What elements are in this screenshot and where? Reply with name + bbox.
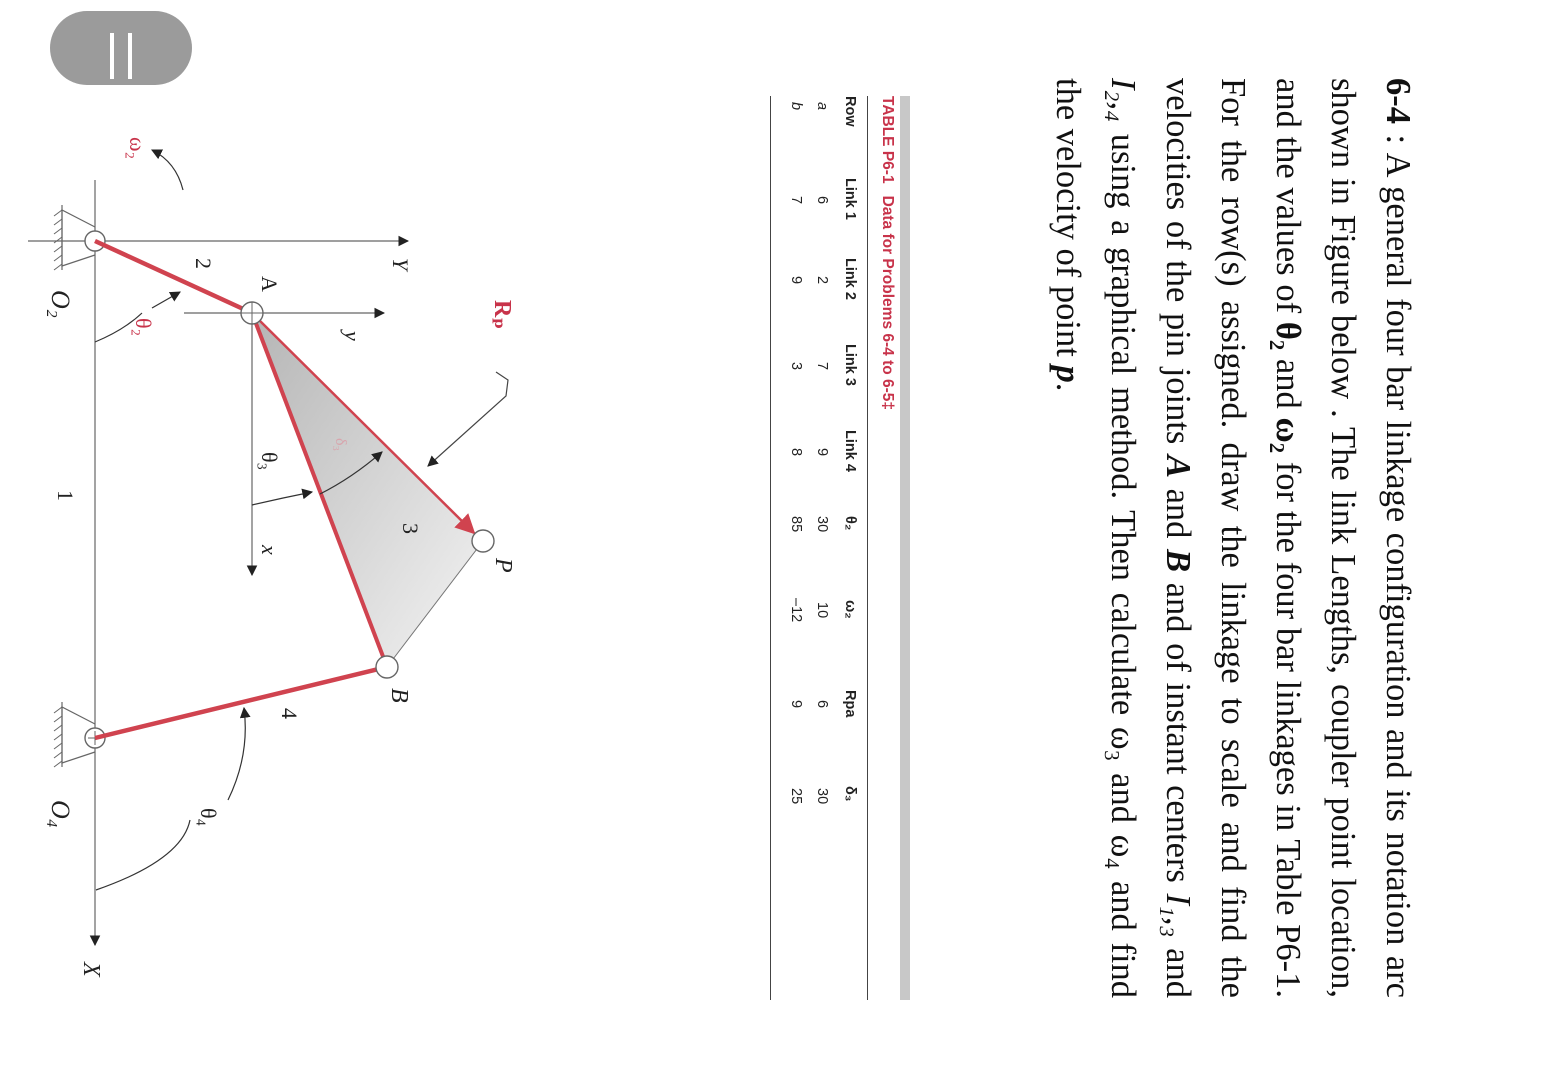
problem-text-1: A general four bar linkage configuration and its notation arc shown in Figure below . The link Lengths, coupler point location, and the values of: [1269, 78, 1417, 998]
table-cell: 10: [814, 602, 830, 619]
table-cell: a: [814, 102, 830, 111]
rp-leader: [428, 372, 508, 466]
table-header: Link 1: [842, 178, 858, 220]
theta2-arrow: [152, 292, 180, 308]
label-delta3: δ₃: [332, 438, 349, 452]
problem-i13: I₁,₃: [1159, 893, 1197, 938]
label-p: P: [490, 558, 516, 573]
theta3-arc: [252, 492, 312, 505]
label-link-4: 4: [277, 708, 302, 719]
label-b: B: [386, 688, 412, 703]
label-o2: O₂: [46, 290, 75, 318]
link-2: [95, 241, 252, 313]
table-cell: 7: [788, 196, 804, 205]
label-omega2: ω₂: [125, 137, 150, 160]
table-cell: 9: [788, 276, 804, 285]
label-local-y: y: [340, 331, 365, 341]
table-header: Link 3: [842, 344, 858, 386]
label-x-axis: X: [78, 962, 104, 977]
label-link-1: 1: [53, 490, 78, 501]
omega2-arc: [152, 150, 183, 190]
label-local-x: x: [257, 545, 282, 555]
table-header: Link 4: [842, 430, 858, 472]
label-y-axis: Y: [388, 258, 413, 271]
problem-i24: I₂,₄: [1104, 78, 1142, 123]
problem-point-p: p: [1049, 365, 1087, 383]
table-header: θ₂: [842, 516, 858, 531]
table-cell: 6: [814, 700, 830, 709]
label-theta2: θ₂: [131, 318, 156, 337]
theta4-arc: [96, 708, 245, 890]
table-cell: 3: [788, 362, 804, 371]
table-cell: 2: [814, 276, 830, 285]
table-header: Link 2: [842, 258, 858, 300]
table-cell: 8: [788, 448, 804, 457]
label-rp: Rₚ: [489, 300, 515, 330]
table-cell: 9: [814, 448, 830, 457]
table-header: Row: [842, 96, 858, 127]
problem-text-6: and: [1159, 937, 1197, 998]
table-label: TABLE P6-1: [879, 96, 896, 184]
problem-point-b: B: [1159, 549, 1197, 573]
point-p: [472, 530, 494, 552]
table-cell: 30: [814, 788, 830, 805]
problem-sep: :: [1379, 124, 1417, 153]
table-cell: b: [788, 102, 804, 111]
link-4: [95, 667, 387, 738]
label-theta3: θ₃: [257, 452, 282, 471]
label-o4: O₄: [46, 800, 75, 828]
label-link-3: 3: [398, 523, 423, 534]
label-link-2: 2: [191, 258, 216, 269]
table-title: Data for Problems 6-4 to 6-5‡: [879, 195, 896, 411]
table-cell: 30: [814, 516, 830, 533]
table-cell: 9: [788, 700, 804, 709]
ground-pivot-o4: [54, 702, 105, 767]
problem-point-a: A: [1159, 454, 1197, 478]
problem-text-3: for the four bar linkages in Table P6-1. For the row(s) assigned. draw the linkage to scale and find the velocities of the pin joints: [1159, 78, 1307, 998]
table-cell: 85: [788, 516, 804, 533]
table-cell: 25: [788, 788, 804, 805]
label-a: A: [257, 276, 282, 292]
table-header: Rpa: [842, 690, 858, 718]
table-cell: 6: [814, 196, 830, 205]
problem-text-4: and: [1159, 478, 1197, 550]
table-cell: 7: [814, 362, 830, 371]
problem-number: 6-4: [1379, 78, 1417, 124]
problem-theta2: θ₂: [1269, 321, 1307, 351]
label-theta4: θ₄: [196, 808, 221, 827]
problem-text-2: and: [1269, 350, 1307, 418]
problem-omega2: ω₂: [1269, 417, 1307, 454]
ground-pivot-o2: [54, 205, 105, 270]
problem-text-7: using a graphical method. Then calculate ω₃ and ω₄ and find the velocity of point: [1049, 78, 1142, 998]
problem-text-5: and of instant centers: [1159, 572, 1197, 894]
table-cell: –12: [788, 598, 804, 623]
joint-b: [376, 656, 398, 678]
table-header: δ₃: [842, 786, 858, 802]
table-header: ω₂: [842, 600, 858, 619]
problem-text-8: .: [1049, 382, 1087, 392]
